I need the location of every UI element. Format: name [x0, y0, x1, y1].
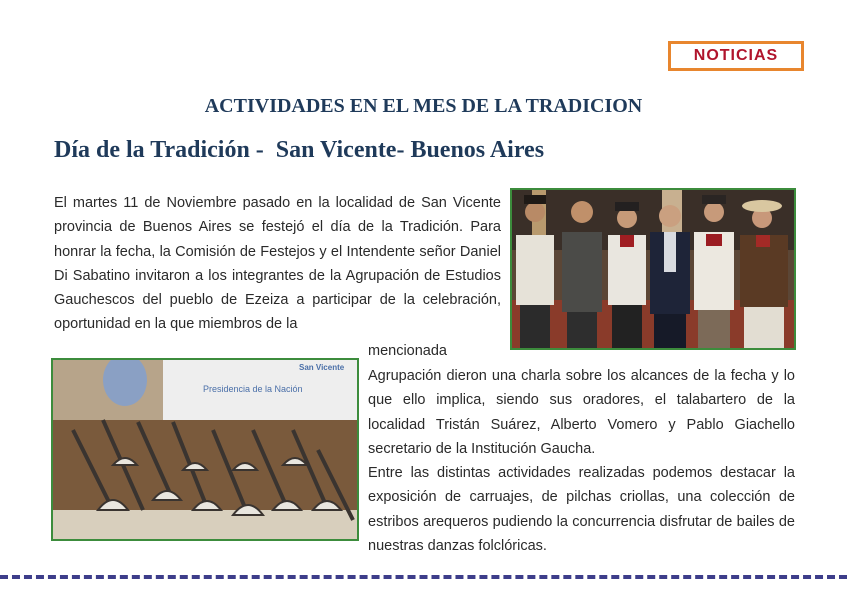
noticias-label: NOTICIAS	[693, 47, 779, 64]
article-paragraph-left: El martes 11 de Noviembre pasado en la localidad de San Vicente provincia de Buenos Aires se festejó el día de la Tradición. Para honrar la fecha, la Comisión de Festejos y el Intendente señor Daniel Di Sabatino invitaron a los integrantes de la Agrupación de Estudios Gauchescos del pueblo de Ezeiza a participar de la celebración, oportunidad en la que miembros de la	[54, 195, 501, 333]
gauchos-group-photo	[510, 188, 796, 350]
keys-banner-brand: San Vicente	[299, 363, 345, 372]
article-headline: Día de la Tradición - San Vicente- Buenos Aires	[54, 137, 545, 163]
noticias-badge	[668, 41, 804, 71]
keys-banner-text: Presidencia de la Nación	[203, 384, 303, 394]
footer-dashed-rule	[0, 575, 847, 579]
stirrups-collection-photo	[51, 358, 359, 541]
article-paragraph-right-2: Entre las distintas actividades realizadas podemos destacar la exposición de carruajes, de pilchas criollas, una colección de estribos arequeros pudiendo la concurrencia disfrutar de bailes de nuestras danzas folclóricas.	[368, 465, 795, 555]
article-paragraph-mid: mencionada	[368, 343, 447, 359]
article-paragraph-right	[368, 364, 795, 558]
article-paragraph-right-1: Agrupación dieron una charla sobre los alcances de la fecha y lo que ello implica, siendo sus oradores, el talabartero de la localidad Tristán Suárez, Alberto Vomero y Pablo Giachello secretario de la Institución Gaucha.	[368, 368, 795, 457]
section-title: ACTIVIDADES EN EL MES DE LA TRADICION	[204, 95, 643, 117]
